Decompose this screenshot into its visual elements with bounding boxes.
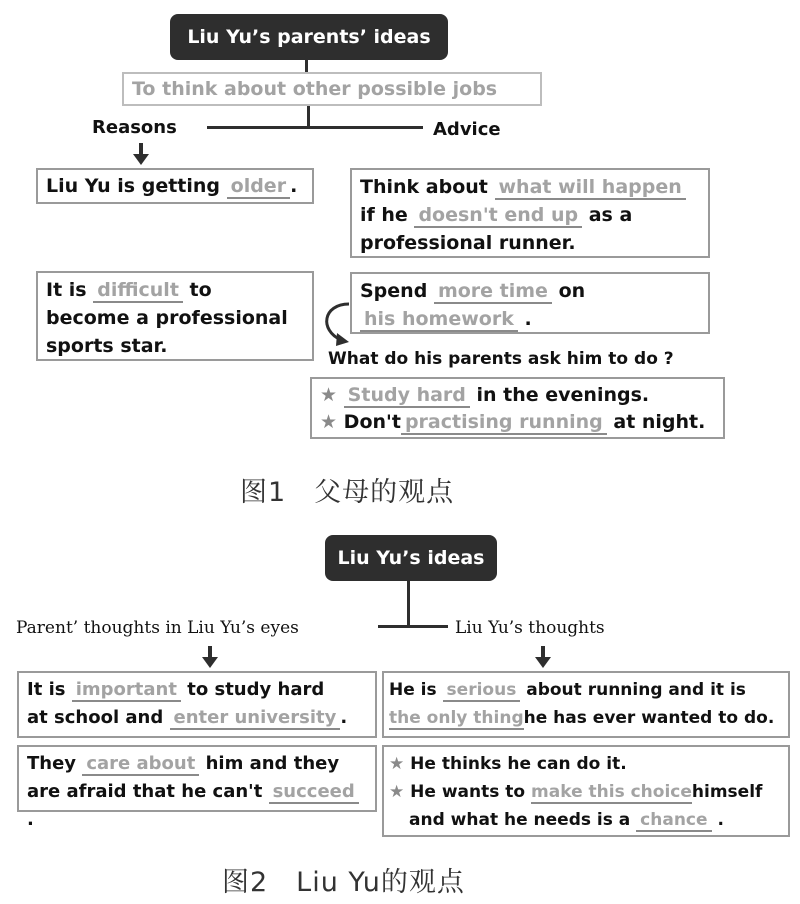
fig2-left2-line2-before: are afraid that he can't	[27, 781, 263, 802]
fig1-advice1-blank: what will happen	[495, 176, 686, 200]
fig2-branch-stem	[407, 581, 410, 627]
star-icon: ★	[320, 411, 338, 433]
fig1-reason2-before: It is	[46, 279, 87, 301]
fig1-reason1-before: Liu Yu is getting	[46, 175, 221, 197]
fig2-right1-line2-after: he has ever wanted to do.	[523, 708, 775, 728]
fig1-branch-stem	[307, 106, 310, 128]
fig1-advice1-blank2: doesn't end up	[414, 204, 582, 228]
fig1-advice1-line2-after: as a	[588, 204, 633, 226]
fig2-right2-blank: make this choice	[531, 782, 692, 802]
fig1-ask1-after: in the evenings.	[476, 384, 650, 406]
fig1-title-text: Liu Yu’s parents’ ideas	[187, 26, 431, 48]
fig1-branch-bar	[207, 126, 423, 129]
down-arrow-icon	[535, 646, 551, 668]
fig2-right2-line2-before: He wants to	[410, 782, 526, 802]
fig2-left1-line2-after: .	[340, 707, 348, 728]
fig1-advice2-before: Spend	[360, 280, 428, 302]
fig1-ask2-blank: practising running	[401, 411, 607, 435]
fig1-advice1-line2-before: if he	[360, 204, 408, 226]
fig1-reason2-box	[36, 271, 314, 361]
fig2-right2-line3-after: .	[717, 810, 724, 830]
fig1-advice2-box	[350, 272, 710, 334]
fig1-title	[170, 14, 448, 60]
fig1-main-idea-box	[122, 72, 542, 106]
fig1-advice2-blank: more time	[434, 280, 552, 304]
fig2-left1-blank: important	[72, 679, 181, 702]
fig1-question: What do his parents ask him to do ?	[328, 349, 674, 369]
curved-arrow-icon	[315, 300, 355, 348]
fig1-reason2-line2: become a professional	[46, 307, 288, 329]
fig2-title	[325, 535, 497, 581]
fig1-advice2-blank2: his homework	[360, 308, 518, 332]
fig1-caption: 图1 父母的观点	[240, 477, 455, 508]
fig1-reason1-after: .	[290, 175, 298, 197]
fig2-right2-box	[382, 745, 790, 837]
fig2-left1-before: It is	[27, 679, 66, 700]
fig1-reason1-box	[36, 168, 314, 204]
fig1-advice2-after: on	[558, 280, 586, 302]
fig2-left2-line2-after: .	[27, 809, 34, 830]
fig1-advice2-after2: .	[524, 308, 532, 330]
fig2-left2-before: They	[27, 753, 77, 774]
fig2-caption: 图2 Liu Yu的观点	[222, 867, 465, 898]
fig2-left-label: Parent’ thoughts in Liu Yu’s eyes	[16, 618, 299, 638]
fig2-left1-box	[17, 671, 377, 738]
fig1-title-connector	[305, 60, 308, 72]
fig2-branch-bar	[378, 625, 448, 628]
fig1-reason2-line3: sports star.	[46, 335, 168, 357]
down-arrow-icon	[202, 646, 218, 668]
fig2-title-text: Liu Yu’s ideas	[337, 547, 485, 569]
fig1-advice-label: Advice	[433, 119, 501, 140]
fig2-right1-blank: serious	[443, 680, 521, 702]
fig2-right1-box	[382, 671, 790, 738]
star-icon: ★	[389, 754, 405, 774]
fig2-left2-after: him and they	[205, 753, 340, 774]
fig2-left1-line2-before: at school and	[27, 707, 164, 728]
fig1-main-idea: To think about other possible jobs	[132, 78, 498, 100]
fig1-ask2-after: at night.	[613, 411, 706, 433]
star-icon: ★	[389, 782, 405, 802]
fig2-left1-after: to study hard	[187, 679, 325, 700]
fig1-reason2-after: to	[189, 279, 212, 301]
down-arrow-icon	[133, 143, 149, 165]
fig1-ask1-blank: Study hard	[344, 384, 470, 408]
fig2-right-label: Liu Yu’s thoughts	[455, 618, 605, 638]
fig1-ask2-before: Don't	[343, 411, 401, 433]
fig2-left1-blank2: enter university	[170, 707, 341, 730]
fig2-right1-before: He is	[389, 680, 437, 700]
fig1-reason1-blank: older	[227, 175, 290, 199]
fig2-right1-blank2: the only thing	[389, 708, 524, 728]
fig1-reasons-label: Reasons	[92, 117, 177, 138]
fig2-right2-line3-before: and what he needs is a	[409, 810, 631, 830]
fig1-advice1-line3: professional runner.	[360, 232, 576, 254]
fig1-asks-box	[310, 377, 725, 439]
star-icon: ★	[320, 384, 338, 406]
fig2-right2-line1: He thinks he can do it.	[410, 754, 627, 774]
fig2-right2-blank2: chance	[636, 810, 711, 832]
fig2-right2-line2-after: himself	[691, 782, 763, 802]
fig2-right1-after: about running and it is	[526, 680, 746, 700]
fig1-reason2-blank: difficult	[93, 279, 183, 303]
fig1-advice1-before: Think about	[360, 176, 488, 198]
fig2-left2-blank2: succeed	[269, 781, 359, 804]
fig2-left2-box	[17, 745, 377, 830]
fig2-left2-blank: care about	[82, 753, 199, 776]
fig1-advice1-box	[350, 168, 710, 258]
